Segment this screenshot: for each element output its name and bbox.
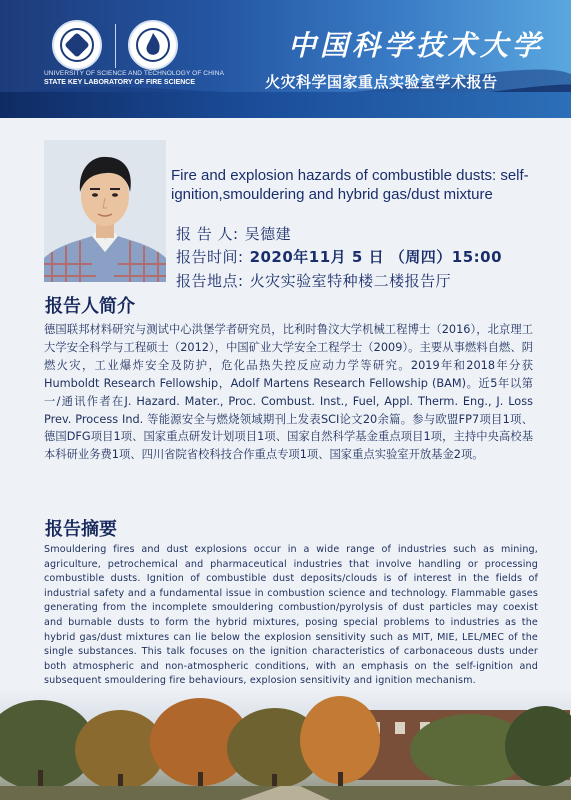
lab-name-en: STATE KEY LABORATORY OF FIRE SCIENCE xyxy=(44,79,196,86)
bio-heading: 报告人简介 xyxy=(45,296,135,317)
speaker-label: 报 告 人: xyxy=(176,225,239,243)
speaker-photo xyxy=(44,140,166,282)
logo-divider xyxy=(115,24,116,68)
header-banner xyxy=(0,0,571,118)
time-row xyxy=(176,246,502,267)
header-title-bar xyxy=(0,92,571,118)
speaker-row xyxy=(176,223,291,244)
university-name-en: UNIVERSITY OF SCIENCE AND TECHNOLOGY OF CHINA xyxy=(44,70,225,77)
speaker-name: 吴德建 xyxy=(244,225,292,243)
place-label: 报告地点: xyxy=(176,272,244,290)
talk-place: 火灾实验室特种楼二楼报告厅 xyxy=(249,272,452,290)
time-label: 报告时间: xyxy=(176,248,244,266)
report-series-title: 火灾科学国家重点实验室学术报告 xyxy=(265,73,498,91)
campus-scene-image xyxy=(0,690,571,800)
abstract-heading: 报告摘要 xyxy=(45,519,117,540)
fire-lab-seal-icon xyxy=(128,20,178,70)
talk-title: Fire and explosion hazards of combustible dusts: self-ignition,smouldering and hybrid gas/dust mixture xyxy=(171,167,529,203)
abstract-text: Smouldering fires and dust explosions occur in a wide range of industries such as mining, agriculture, petrochemical and pharmaceutical industries that involve handling or processing combustible dusts. Ignition of combustible dust deposits/clouds is of interest in the fields of industrial safety and a fundamental issue in combustion science and technology. Flammable gases generating from the incomplete smouldering combustion/pyrolysis of dust particles may coexist and burnable dusts to form the hybrid mixtures, posing special problems to industries as the hybrid gas/dust mixtures can lie below the explosion sensitivity such as MIT, MIE, LEL/MEC of the single substances. This talk focuses on the ignition characteristics of carbonaceous dusts under both atmospheric and non-atmospheric conditions, with an emphasis on the self-ignition and subsequent smouldering fire behaviours, explosion sensitivity and ignition mechanism. xyxy=(44,544,538,687)
place-row xyxy=(176,270,451,291)
bio-text: 德国联邦材料研究与测试中心洪堡学者研究员，比利时鲁汶大学机械工程博士（2016），北京理工大学安全科学与工程硕士（2012），中国矿业大学安全工程学士（2009）。主要从事燃料自燃、阴燃火灾，工业爆炸安全及防护，危化品热失控反应动力学等研究。2019年和2018年分获Humboldt Research Fellowship，Adolf Martens Research Fellowship (BAM)。近5年以第一/通讯作者在J. Hazard. Mater., Proc. Combust. Inst., Fuel, Appl. Therm. Eng., J. Loss Prev. Process Ind. 等能源安全与燃烧领域期刊上发表SCI论文20余篇。参与欧盟FP7项目1项、德国DFG项目1项、国家重点研发计划项目1项、国家自然科学基金重点项目1项，主持中央高校基本科研业务费1项、四川省院省校科技合作重点专项1项、国家重点实验室开放基金2项。 xyxy=(44,323,533,462)
university-seal-icon xyxy=(52,20,102,70)
university-name-cn: 中国科学技术大学 xyxy=(288,29,545,62)
talk-time: 2020年11月 5 日 （周四）15:00 xyxy=(249,248,503,266)
